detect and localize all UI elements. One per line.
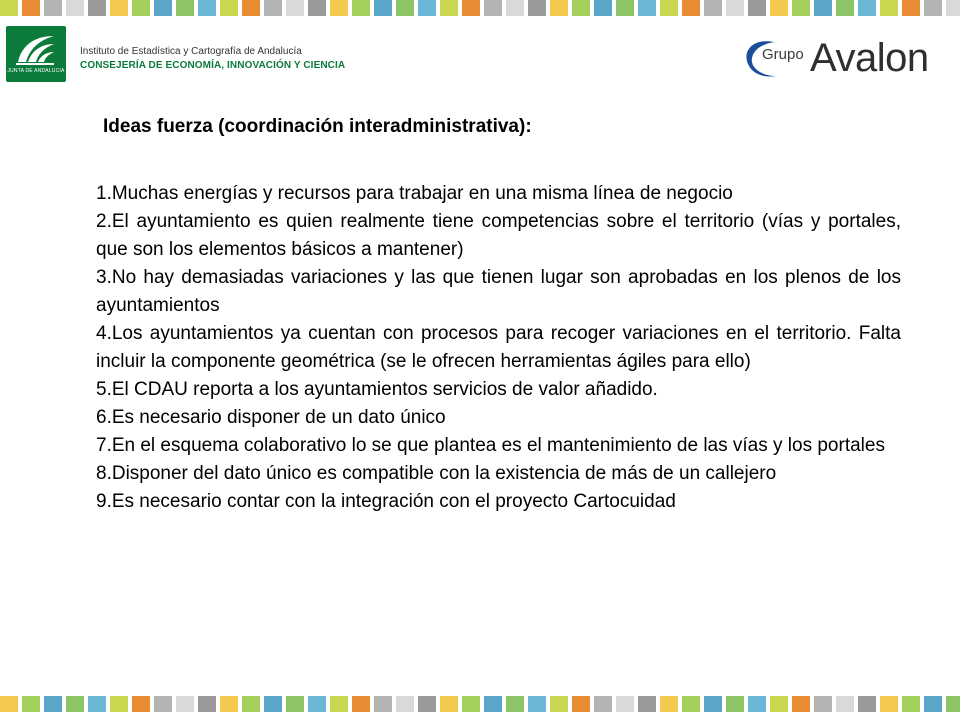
stripe-segment xyxy=(572,696,590,712)
stripe-segment xyxy=(484,0,502,16)
stripe-segment xyxy=(858,696,876,712)
stripe-segment xyxy=(374,696,392,712)
stripe-segment xyxy=(176,0,194,16)
stripe-segment xyxy=(396,696,414,712)
stripe-segment xyxy=(286,696,304,712)
stripe-segment xyxy=(814,696,832,712)
list-item: 9.Es necesario contar con la integración con el proyecto Cartocuidad xyxy=(96,491,676,512)
stripe-segment xyxy=(198,696,216,712)
stripe-segment xyxy=(594,0,612,16)
stripe-segment xyxy=(198,0,216,16)
stripe-segment xyxy=(132,696,150,712)
bottom-color-stripe xyxy=(0,696,960,712)
stripe-segment xyxy=(594,696,612,712)
stripe-segment xyxy=(704,696,722,712)
emblem-caption: JUNTA DE ANDALUCIA xyxy=(7,68,65,74)
stripe-segment xyxy=(0,696,18,712)
list-item: 7.En el esquema colaborativo lo se que plantea es el mantenimiento de las vías y los portales xyxy=(96,435,885,456)
stripe-segment xyxy=(836,696,854,712)
stripe-segment xyxy=(836,0,854,16)
stripe-segment xyxy=(264,0,282,16)
stripe-segment xyxy=(88,0,106,16)
stripe-segment xyxy=(748,696,766,712)
logo-avalon-text: Avalon xyxy=(810,36,929,80)
stripe-segment xyxy=(418,696,436,712)
stripe-segment xyxy=(770,0,788,16)
junta-andalucia-emblem xyxy=(6,26,66,82)
stripe-segment xyxy=(154,696,172,712)
grupo-avalon-logo xyxy=(740,36,945,86)
stripe-segment xyxy=(462,696,480,712)
stripe-segment xyxy=(660,696,678,712)
stripe-segment xyxy=(242,696,260,712)
stripe-segment xyxy=(726,0,744,16)
stripe-segment xyxy=(528,696,546,712)
stripe-segment xyxy=(264,696,282,712)
stripe-segment xyxy=(616,696,634,712)
stripe-segment xyxy=(176,696,194,712)
emblem-icon xyxy=(14,30,58,68)
list-item: 8.Disponer del dato único es compatible con la existencia de más de un callejero xyxy=(96,463,777,484)
stripe-segment xyxy=(88,696,106,712)
stripe-segment xyxy=(792,696,810,712)
stripe-segment xyxy=(484,696,502,712)
stripe-segment xyxy=(110,0,128,16)
stripe-segment xyxy=(220,696,238,712)
stripe-segment xyxy=(242,0,260,16)
stripe-segment xyxy=(44,696,62,712)
stripe-segment xyxy=(66,696,84,712)
list-item: 2.El ayuntamiento es quien realmente tiene competencias sobre el territorio (vías y portales, que son los elementos básicos a mantener) xyxy=(96,211,901,260)
stripe-segment xyxy=(682,0,700,16)
stripe-segment xyxy=(110,696,128,712)
stripe-segment xyxy=(374,0,392,16)
stripe-segment xyxy=(924,0,942,16)
stripe-segment xyxy=(0,0,18,16)
stripe-segment xyxy=(946,696,960,712)
logo-grupo-text: Grupo xyxy=(762,46,804,63)
stripe-segment xyxy=(858,0,876,16)
stripe-segment xyxy=(22,696,40,712)
stripe-segment xyxy=(462,0,480,16)
stripe-segment xyxy=(902,696,920,712)
stripe-segment xyxy=(440,0,458,16)
list-item: 5.El CDAU reporta a los ayuntamientos servicios de valor añadido. xyxy=(96,379,658,400)
stripe-segment xyxy=(682,696,700,712)
stripe-segment xyxy=(880,0,898,16)
top-color-stripe xyxy=(0,0,960,16)
stripe-segment xyxy=(418,0,436,16)
stripe-segment xyxy=(132,0,150,16)
list-item: 6.Es necesario disponer de un dato único xyxy=(96,407,446,428)
stripe-segment xyxy=(902,0,920,16)
stripe-segment xyxy=(330,696,348,712)
stripe-segment xyxy=(22,0,40,16)
stripe-segment xyxy=(880,696,898,712)
list-item: 1.Muchas energías y recursos para trabajar en una misma línea de negocio xyxy=(96,183,733,204)
stripe-segment xyxy=(352,696,370,712)
list-item: 4.Los ayuntamientos ya cuentan con procesos para recoger variaciones en el territorio. Falta incluir la componente geométrica (se le ofrecen herramientas ágiles para ello) xyxy=(96,323,901,372)
stripe-segment xyxy=(924,696,942,712)
ideas-list xyxy=(96,180,901,516)
stripe-segment xyxy=(616,0,634,16)
stripe-segment xyxy=(396,0,414,16)
stripe-segment xyxy=(308,0,326,16)
stripe-segment xyxy=(506,696,524,712)
stripe-segment xyxy=(572,0,590,16)
list-item: 3.No hay demasiadas variaciones y las que tienen lugar son aprobadas en los plenos de los ayuntamientos xyxy=(96,267,901,316)
stripe-segment xyxy=(528,0,546,16)
stripe-segment xyxy=(814,0,832,16)
slide-title: Ideas fuerza (coordinación interadministrativa): xyxy=(103,116,532,137)
stripe-segment xyxy=(286,0,304,16)
stripe-segment xyxy=(792,0,810,16)
stripe-segment xyxy=(550,0,568,16)
stripe-segment xyxy=(44,0,62,16)
stripe-segment xyxy=(726,696,744,712)
stripe-segment xyxy=(308,696,326,712)
stripe-segment xyxy=(770,696,788,712)
stripe-segment xyxy=(638,0,656,16)
stripe-segment xyxy=(638,696,656,712)
stripe-segment xyxy=(330,0,348,16)
department-name: CONSEJERÍA DE ECONOMÍA, INNOVACIÓN Y CIENCIA xyxy=(80,60,346,71)
stripe-segment xyxy=(154,0,172,16)
stripe-segment xyxy=(506,0,524,16)
stripe-segment xyxy=(704,0,722,16)
stripe-segment xyxy=(748,0,766,16)
junta-andalucia-logo xyxy=(6,26,346,82)
stripe-segment xyxy=(220,0,238,16)
stripe-segment xyxy=(660,0,678,16)
stripe-segment xyxy=(440,696,458,712)
institute-name: Instituto de Estadística y Cartografía de Andalucía xyxy=(80,46,302,57)
stripe-segment xyxy=(946,0,960,16)
stripe-segment xyxy=(550,696,568,712)
stripe-segment xyxy=(352,0,370,16)
stripe-segment xyxy=(66,0,84,16)
